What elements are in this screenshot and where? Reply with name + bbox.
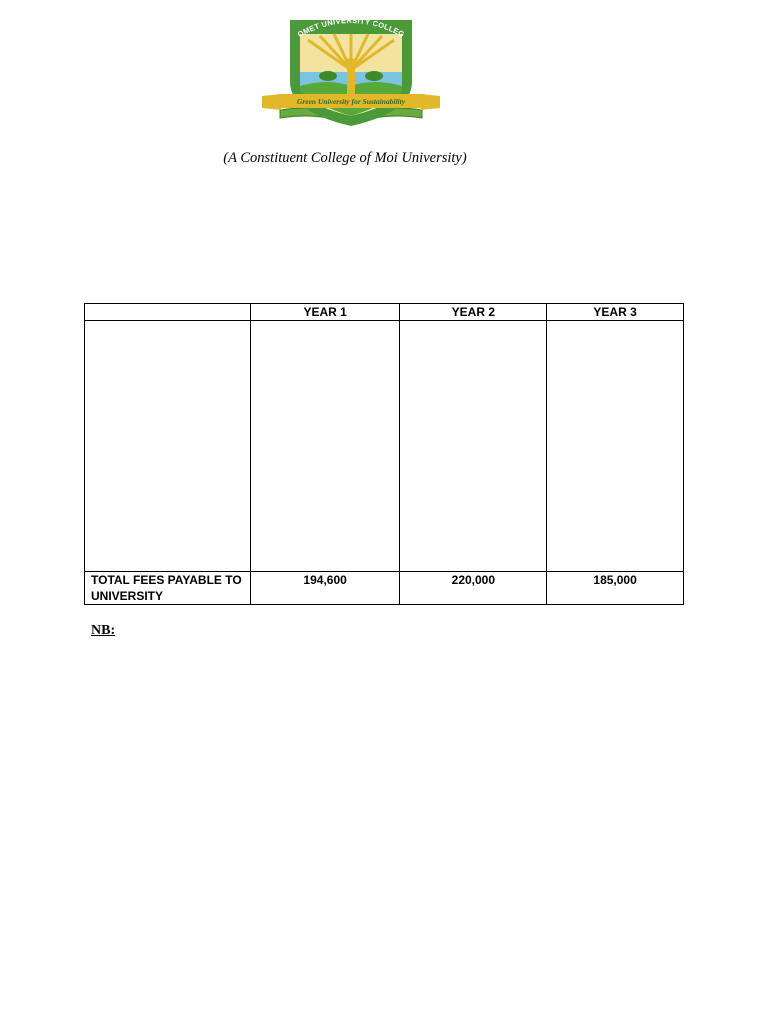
body-cell-year-1 <box>250 321 400 572</box>
total-year-1-value: 194,600 <box>250 572 400 605</box>
table-body-row <box>85 321 684 572</box>
table-header-row <box>85 304 684 321</box>
college-logo <box>258 12 444 130</box>
body-cell-year-3 <box>547 321 684 572</box>
fees-table <box>84 303 684 605</box>
svg-text:SOMET UNIVERSITY COLLEGE: OMET UNIVERSITY COLLEG <box>295 15 407 40</box>
svg-text:Green University for Sustainab: Green University for Sustainability <box>296 97 406 106</box>
college-subtitle: (A Constituent College of Moi University) <box>223 150 467 166</box>
total-year-2-value: 220,000 <box>400 572 547 605</box>
total-year-3-value: 185,000 <box>547 572 684 605</box>
header-cell-year-2: YEAR 2 <box>400 304 547 321</box>
header-cell-year-1: YEAR 1 <box>250 304 400 321</box>
total-fees-label: TOTAL FEES PAYABLE TO UNIVERSITY <box>85 572 251 605</box>
body-cell-item <box>85 321 251 572</box>
header-cell-year-3: YEAR 3 <box>547 304 684 321</box>
header-cell-blank <box>85 304 251 321</box>
notes-label: NB: <box>91 623 116 638</box>
body-cell-year-2 <box>400 321 547 572</box>
total-fees-row <box>85 572 684 605</box>
